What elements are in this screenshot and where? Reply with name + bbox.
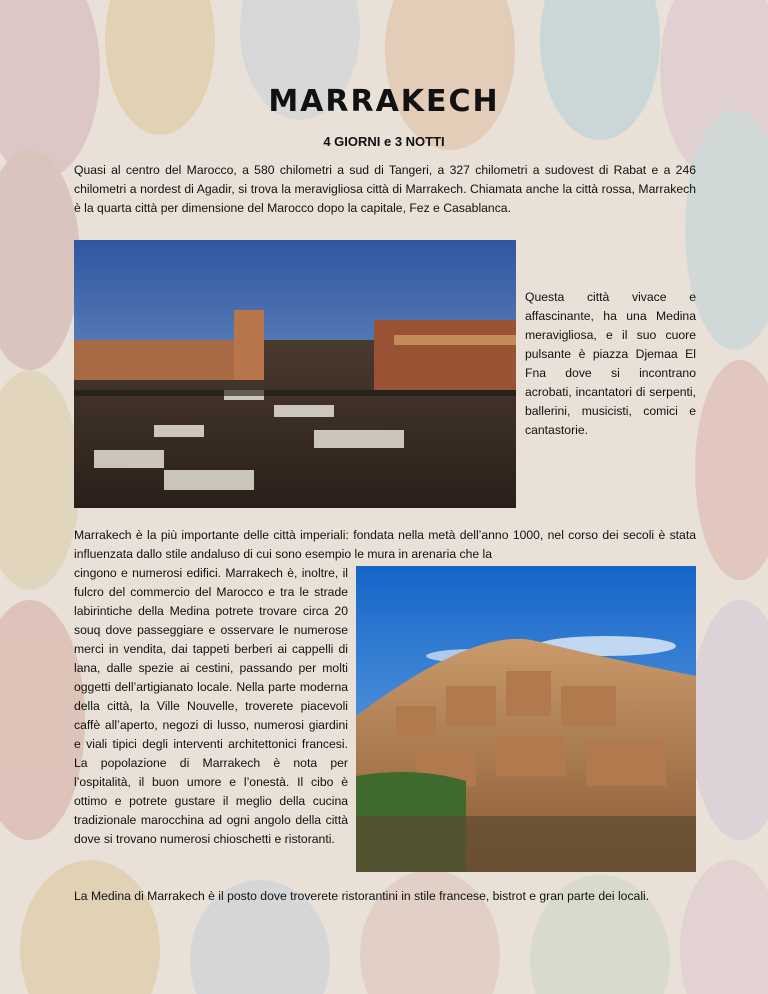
page-title: MARRAKECH: [268, 84, 500, 119]
side-paragraph: Questa città vivace e affascinante, ha una Medina meravigliosa, e il suo cuore pulsante è piazza Djemaa El Fna dove si incontrano acrobati, incantatori di serpenti, ballerini, musicisti, comici e cantastorie.: [525, 290, 696, 437]
kasbah-photo: [356, 566, 696, 872]
body-column-paragraph: cingono e numerosi edifici. Marrakech è, inoltre, il fulcro del commercio del Marocco e tra le strade labirintiche della Medina potrete trovare circa 20 souq dove passeggiare e osservare le numerose merci in vendita, dai tappeti berberi ai cappelli di lana, dalle spezie ai cestini, passando per molti oggetti dell’artigianato locale. Nella parte moderna della città, la Ville Nouvelle, troverete piacevoli caffè all’aperto, negozi di lusso, numerosi giardini e viali tipici degli interventi architettonici francesi. La popolazione di Marrakech è nota per l’ospitalità, il buon umore e l’onestà. Il cibo è ottimo e potrete gustare il meglio della cucina tradizionale marocchina ad ogni angolo della città dove si trovano numerosi chioschetti e ristoranti.: [74, 566, 348, 846]
intro-paragraph: Quasi al centro del Marocco, a 580 chilometri a sud di Tangeri, a 327 chilometri a sudovest di Rabat e a 246 chilometri a nordest di Agadir, si trova la meravigliosa città di Marrakech. Chiamata anche la città rossa, Marrakech è la quarta città per dimensione del Marocco dopo la capitale, Fez e Casablanca.: [74, 163, 696, 215]
body-lead-paragraph: Marrakech è la più importante delle città imperiali: fondata nella metà dell’anno 1000, nel corso dei secoli è stata influenzata dallo stile andaluso di cui sono esempio le mura in arenaria che la: [74, 528, 696, 561]
page-subtitle: 4 GIORNI e 3 NOTTI: [323, 134, 445, 149]
closing-paragraph: La Medina di Marrakech è il posto dove troverete ristorantini in stile francese, bistrot e gran parte dei locali.: [74, 889, 650, 903]
djemaa-el-fna-photo: [74, 240, 516, 508]
